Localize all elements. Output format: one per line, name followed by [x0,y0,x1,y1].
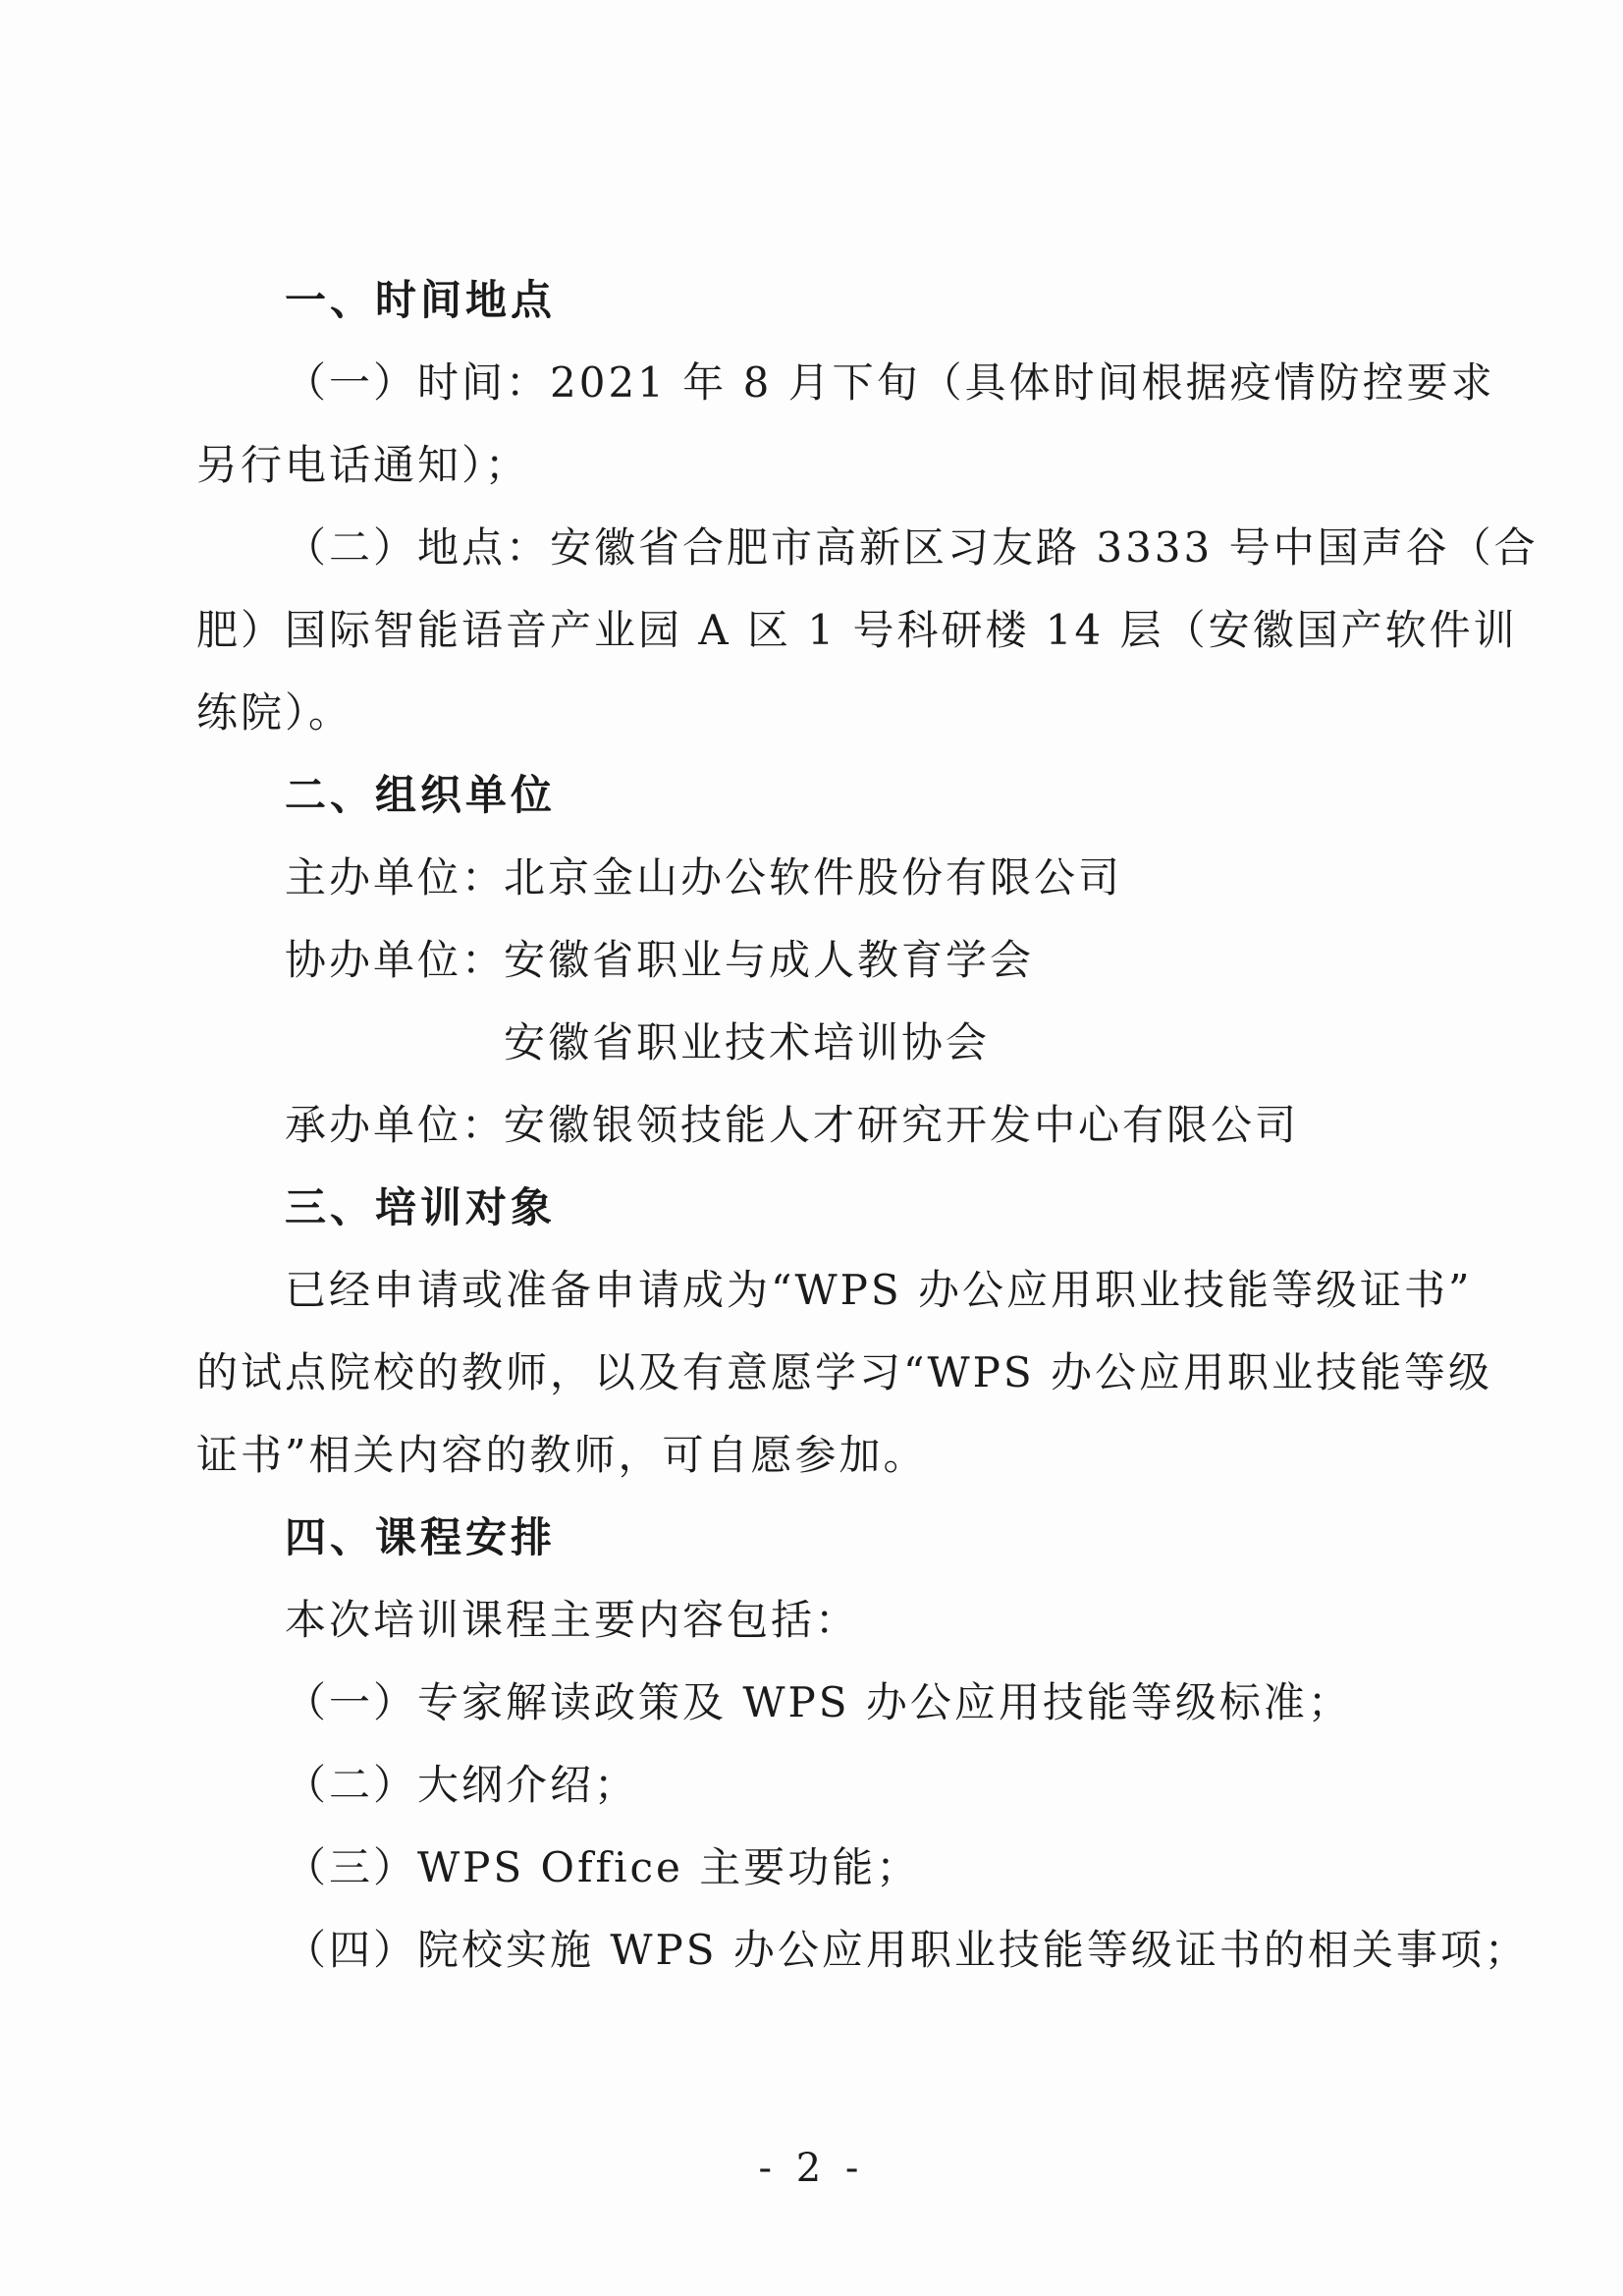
host-name: 北京金山办公软件股份有限公司 [504,853,1123,902]
page-number: - 2 - [758,2146,865,2191]
section-heading-time-place: 一、时间地点 [285,276,557,324]
section-heading-trainees: 三、培训对象 [285,1183,557,1231]
co-organizer-label: 协办单位： [285,936,507,984]
place-text-line-1: （二）地点：安徽省合肥市高新区习友路 3333 号中国声谷（合 [285,523,1539,572]
time-text-line-2: 另行电话通知）； [196,441,530,489]
trainees-text-line-2: 的试点院校的教师，以及有意愿学习“WPS 办公应用职业技能等级 [196,1348,1493,1396]
co-organizer-name-1: 安徽省职业与成人教育学会 [504,936,1035,984]
place-text-line-3: 练院）。 [196,688,353,737]
course-item-1: （一）专家解读政策及 WPS 办公应用技能等级标准； [285,1678,1352,1726]
undertaker-label: 承办单位： [285,1101,507,1149]
course-item-4: （四）院校实施 WPS 办公应用职业技能等级证书的相关事项； [285,1926,1529,1974]
host-label: 主办单位： [285,853,507,902]
trainees-text-line-1: 已经申请或准备申请成为“WPS 办公应用职业技能等级证书” [285,1266,1473,1314]
section-heading-organizers: 二、组织单位 [285,771,557,819]
section-heading-courses: 四、课程安排 [285,1513,557,1561]
trainees-text-line-3: 证书”相关内容的教师，可自愿参加。 [196,1431,928,1479]
undertaker-name: 安徽银领技能人才研究开发中心有限公司 [504,1101,1300,1149]
place-text-line-2: 肥）国际智能语音产业园 A 区 1 号科研楼 14 层（安徽国产软件训 [196,606,1518,654]
courses-intro: 本次培训课程主要内容包括： [285,1596,860,1644]
co-organizer-name-2: 安徽省职业技术培训协会 [504,1018,991,1066]
course-item-3: （三）WPS Office 主要功能； [285,1843,921,1891]
course-item-2: （二）大纲介绍； [285,1761,639,1809]
time-text-line-1: （一）时间：2021 年 8 月下旬（具体时间根据疫情防控要求 [285,358,1495,407]
